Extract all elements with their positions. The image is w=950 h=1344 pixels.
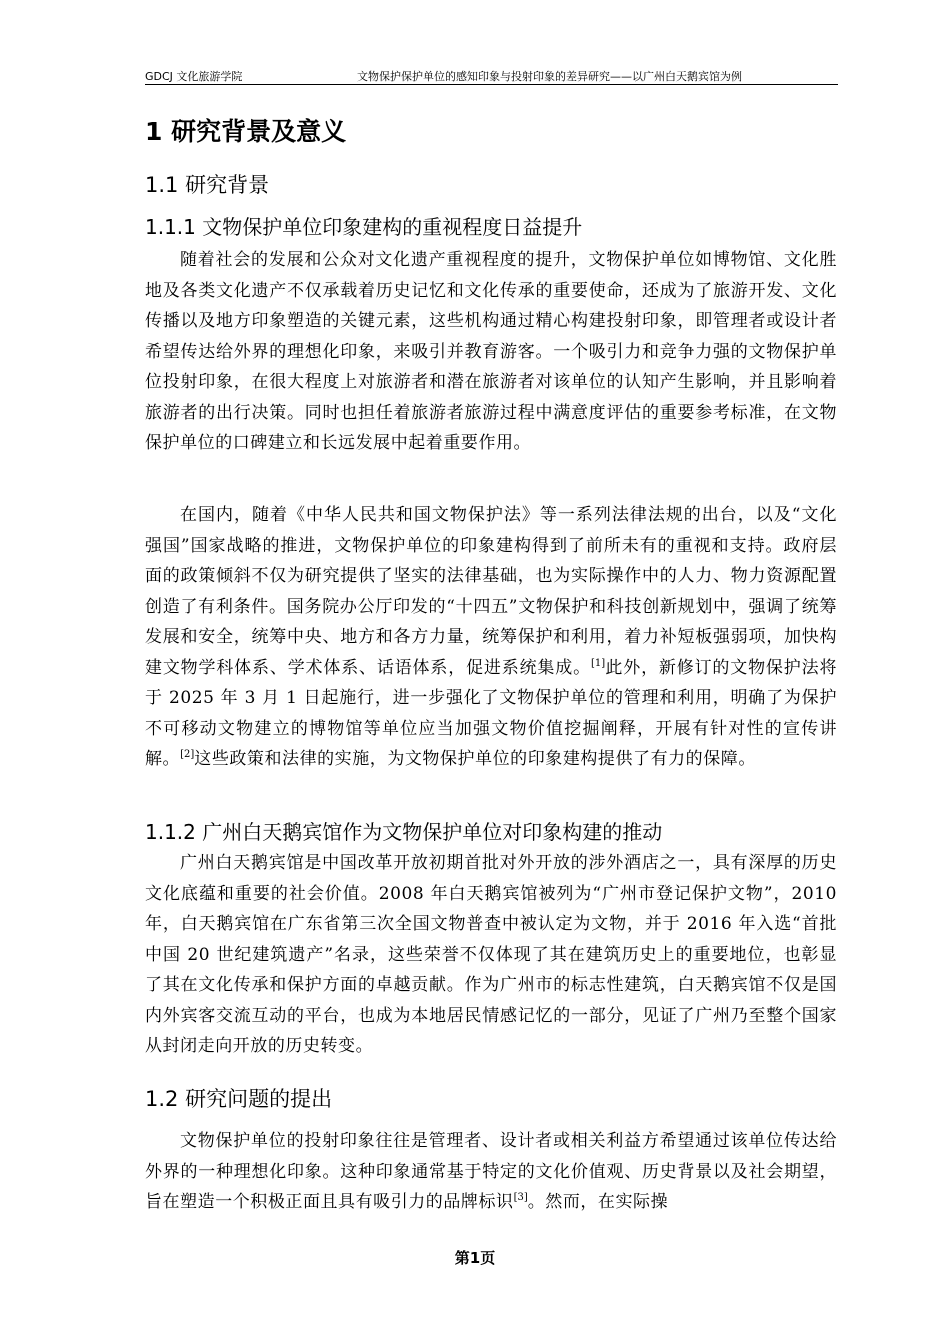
paragraph-2 xyxy=(145,500,837,775)
paragraph-4-text-a: 文物保护单位的投射印象往往是管理者、设计者或相关利益方希望通过该单位传达给外界的一种理想化印象。这种印象通常基于特定的文化价值观、历史背景以及社会期望，旨在塑造一个积极正面且具有吸引力的品牌标识 xyxy=(145,1131,837,1212)
chapter-title: 1 研究背景及意义 xyxy=(145,117,347,146)
section-heading-1-2: 1.2 研究问题的提出 xyxy=(145,1087,333,1111)
citation-3[interactable]: [3] xyxy=(513,1192,528,1203)
citation-1[interactable]: [1] xyxy=(590,657,606,669)
paragraph-2-text-b: 此外，新修订的文物保护法将于 2025 年 3 月 1 日起施行，进一步强化了文物保护单位的管理和利用，明确了为保护不可移动文物建立的博物馆等单位应当加强文物价值挖掘阐释，开展有针对性的宣传讲解。 xyxy=(145,657,837,769)
section-heading-1-1-1: 1.1.1 文物保护单位印象建构的重视程度日益提升 xyxy=(145,215,583,239)
section-heading-1-1: 1.1 研究背景 xyxy=(145,173,270,197)
paragraph-4 xyxy=(145,1126,837,1218)
paragraph-2-text-c: 这些政策和法律的实施，为文物保护单位的印象建构提供了有力的保障。 xyxy=(194,749,756,769)
header-institution: GDCJ 文化旅游学院 xyxy=(145,70,243,83)
header-paper-title: 文物保护保护单位的感知印象与投射印象的差异研究——以广州白天鹅宾馆为例 xyxy=(357,70,742,83)
paragraph-3: 广州白天鹅宾馆是中国改革开放初期首批对外开放的涉外酒店之一，具有深厚的历史文化底蕴和重要的社会价值。2008 年白天鹅宾馆被列为“广州市登记保护文物”，2010 年，白天鹅宾馆在广东省第三次全国文物普查中被认定为文物，并于 2016 年入选“首批中国 20 世纪建筑遗产”名录，这些荣誉不仅体现了其在建筑历史上的重要地位，也彰显了其在文化传承和保护方面的卓越贡献。作为广州市的标志性建筑，白天鹅宾馆不仅是国内外宾客交流互动的平台，也成为本地居民情感记忆的一部分，见证了广州乃至整个国家从封闭走向开放的历史转变。 xyxy=(145,853,837,1056)
paragraph-1: 随着社会的发展和公众对文化遗产重视程度的提升，文物保护单位如博物馆、文化胜地及各类文化遗产不仅承载着历史记忆和文化传承的重要使命，还成为了旅游开发、文化传播以及地方印象塑造的关键元素，这些机构通过精心构建投射印象，即管理者或设计者希望传达给外界的理想化印象，来吸引并教育游客。一个吸引力和竞争力强的文物保护单位投射印象，在很大程度上对旅游者和潜在旅游者对该单位的认知产生影响，并且影响着旅游者的出行决策。同时也担任着旅游者旅游过程中满意度评估的重要参考标准，在文物保护单位的口碑建立和长远发展中起着重要作用。 xyxy=(145,250,837,453)
page-number: 第1页 xyxy=(454,1249,496,1267)
page-header xyxy=(145,66,838,85)
paragraph-2-text-a: 在国内，随着《中华人民共和国文物保护法》等一系列法律法规的出台，以及“文化强国”国家战略的推进，文物保护单位的印象建构得到了前所未有的重视和支持。政府层面的政策倾斜不仅为研究提供了坚实的法律基础，也为实际操作中的人力、物力资源配置创造了有利条件。国务院办公厅印发的“十四五”文物保护和科技创新规划中，强调了统筹发展和安全，统筹中央、地方和各方力量，统筹保护和利用，着力补短板强弱项，加快构建文物学科体系、学术体系、话语体系，促进系统集成。 xyxy=(145,505,837,678)
paragraph-4-text-b: 。然而，在实际操 xyxy=(527,1192,669,1212)
section-heading-1-1-2: 1.1.2 广州白天鹅宾馆作为文物保护单位对印象构建的推动 xyxy=(145,820,663,844)
citation-2[interactable]: [2] xyxy=(180,749,195,760)
